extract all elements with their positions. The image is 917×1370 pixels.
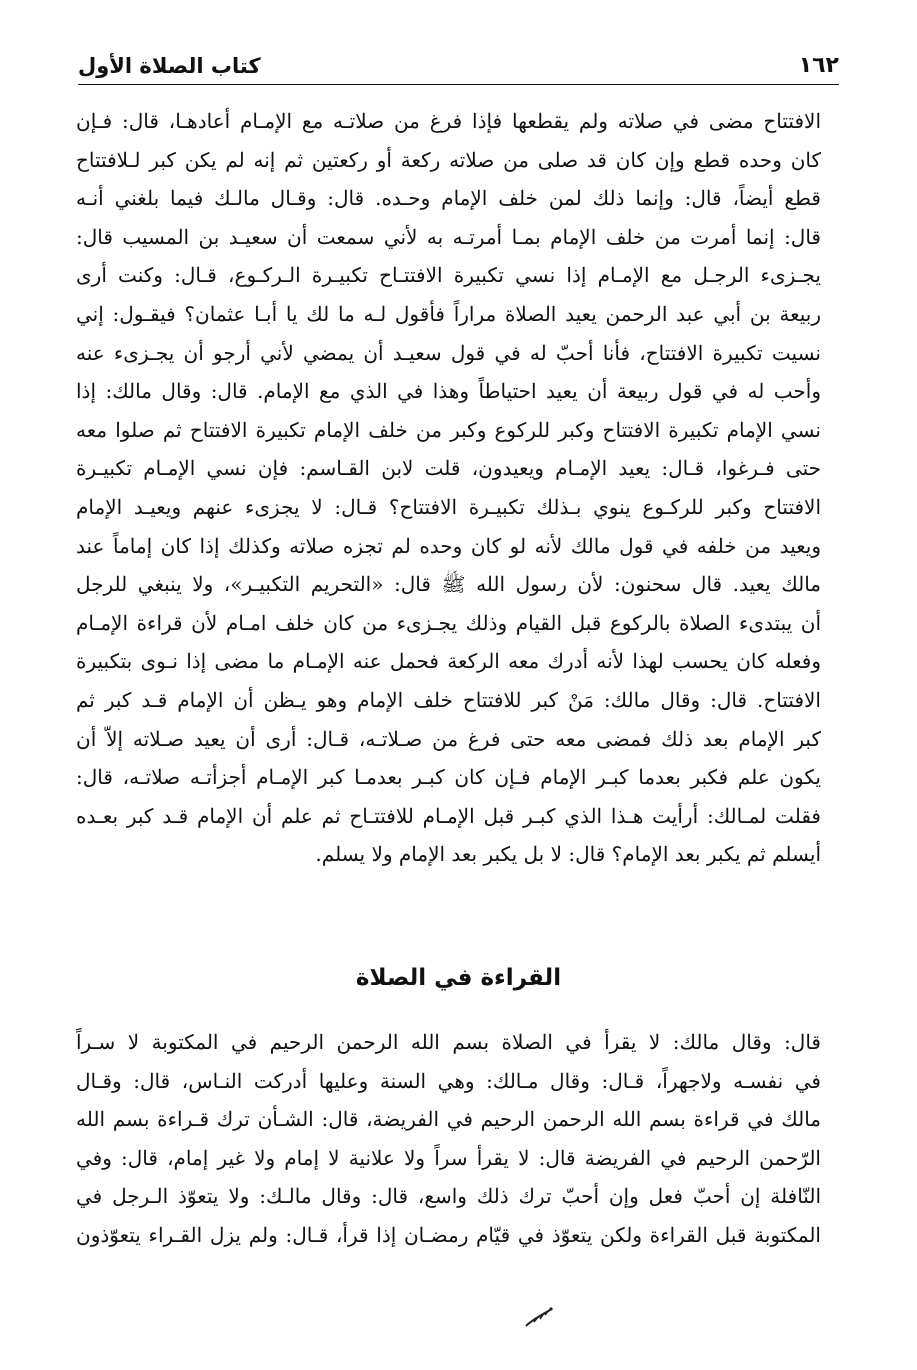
text-line: وأحب له في قول ربيعة أن يعيد احتياطاً وهذا في الذي مع الإمام. قال: وقال مالك: إذا: [76, 379, 821, 404]
section-heading: القراءة في الصلاة: [355, 965, 562, 991]
page-ornament-icon: [520, 1302, 560, 1332]
text-line: نسي الإمام تكبيرة الافتتاح وكبر للركوع وكبر من خلف الإمام تكبيرة الافتتاح ثم صلوا معه: [76, 417, 821, 442]
text-line: قال: وقال مالك: لا يقرأ في الصلاة بسم الله الرحمن الرحيم في المكتوبة لا سـراً: [76, 1030, 821, 1054]
text-line: أن يبتدىء الصلاة بالركوع قبل القيام وذلك يجـزىء من كان خلف امـام لأن قراءة الإمـام: [76, 610, 821, 635]
text-line: ويعيد من خلفه في قول مالك لأنه لو كان وحده لم تجزه صلاته وكذلك إذا كان إماماً عند: [76, 533, 821, 558]
text-line: يجـزىء الرجـل مع الإمـام إذا نسي تكبيرة الافتتـاح تكبيـرة الـركـوع، قـال: وكنت أرى: [76, 263, 821, 288]
text-line: قال: إنما أمرت من خلف الإمام بمـا أمرتـه به لأني سمعت أن سعيـد بن المسيب قال:: [76, 224, 821, 249]
paragraph-1: [76, 102, 821, 874]
text-line: فقلت لمـالك: أرأيت هـذا الذي كبـر قبل الإمـام للافتتـاح ثم علم أن الإمام قـد كبر بعـده: [76, 803, 821, 828]
text-line: أيسلم ثم يكبر بعد الإمام؟ قال: لا بل يكبر بعد الإمام ولا يسلم.: [315, 842, 821, 867]
text-line: الرّحمن الرحيم في الفريضة قال: لا يقرأ سراً ولا علانية لا إمام ولا غير إمام، قال: وفي: [76, 1145, 821, 1170]
text-line: الافتتاح. قال: وقال مالك: مَنْ كبر للافتتاح خلف الإمام وهو يـظن أن الإمام قـد كبر ثم: [76, 687, 821, 712]
text-line: النّافلة إن أحبّ فعل وإن أحبّ ترك ذلك واسع، قال: وقال مالـك: ولا يتعوّذ الـرجل في: [76, 1184, 821, 1209]
text-line: كان وحده قطع وإن كان قد صلى من صلاته ركعة أو ركعتين ثم إنه لم يكن كبر لـلافتتاح: [76, 147, 821, 172]
text-line: المكتوبة قبل القراءة ولكن يتعوّذ في قيّام رمضـان إذا قرأ، قـال: ولم يزل القـراء يتعوّذون: [76, 1222, 821, 1247]
paragraph-2: [76, 1023, 821, 1255]
header-rule: [78, 84, 839, 85]
text-line: وفعله كان يحسب لهذا لأنه أدرك معه الركعة فحمل عنه الإمـام ما مضى إذا نـوى بتكبيرة: [76, 649, 821, 674]
running-head: [78, 38, 839, 78]
text-line: مالك يعيد. قال سحنون: لأن رسول الله ﷺ قال: «التحريم التكبيـر»، ولا ينبغي للرجل: [76, 572, 821, 597]
text-line: الافتتاح مضى في صلاته ولم يقطعها فإذا فرغ من صلاتـه مع الإمـام أعادهـا، قال: فـإن: [76, 109, 821, 133]
text-line: مالك في قراءة بسم الله الرحمن الرحيم في الفريضة، قال: الشـأن ترك قـراءة بسم الله: [76, 1107, 821, 1132]
text-line: نسيت تكبيرة الافتتاح، فأنا أحبّ له في قول سعيـد أن يمضي لأني أرجو أن يجـزىء عنه: [76, 340, 821, 365]
running-head-title: كتاب الصلاة الأول: [78, 54, 261, 78]
text-line: ربيعة بن أبي عبد الرحمن يعيد الصلاة مراراً فأقول لـه ما لك يا أبـا عثمان؟ فيقـول: إني: [76, 301, 821, 326]
text-line: في نفسـه ولاجهراً، قـال: وقال مـالك: وهي السنة وعليها أدركت النـاس، قال: وقـال: [76, 1068, 821, 1093]
text-line: حتى فـرغوا، قـال: يعيد الإمـام ويعيدون، قلت لابن القـاسم: فإن نسي الإمـام تكبيـرة: [76, 456, 821, 481]
text-line: كبر الإمام بعد ذلك فمضى معه حتى فرغ من صـلاتـه، قـال: أرى أن يعيد صـلاته إلاّ أن: [76, 726, 821, 751]
page-number: ١٦٢: [798, 53, 839, 78]
text-line: الافتتاح وكبر للركـوع ينوي بـذلك تكبيـرة الافتتاح؟ قـال: لا يجزىء عنهم ويعيـد الإمام: [76, 494, 821, 519]
text-line: قطع أيضاً، قال: وإنما ذلك لمن خلف الإمام وحـده. قال: وقـال مالـك فيما بلغني أنـه: [76, 186, 821, 211]
text-line: يكون علم فكبر بعدما كبـر الإمام فـإن كان كبـر بعدمـا كبر الإمـام أجزأتـه صلاتـه، قال:: [76, 765, 821, 790]
